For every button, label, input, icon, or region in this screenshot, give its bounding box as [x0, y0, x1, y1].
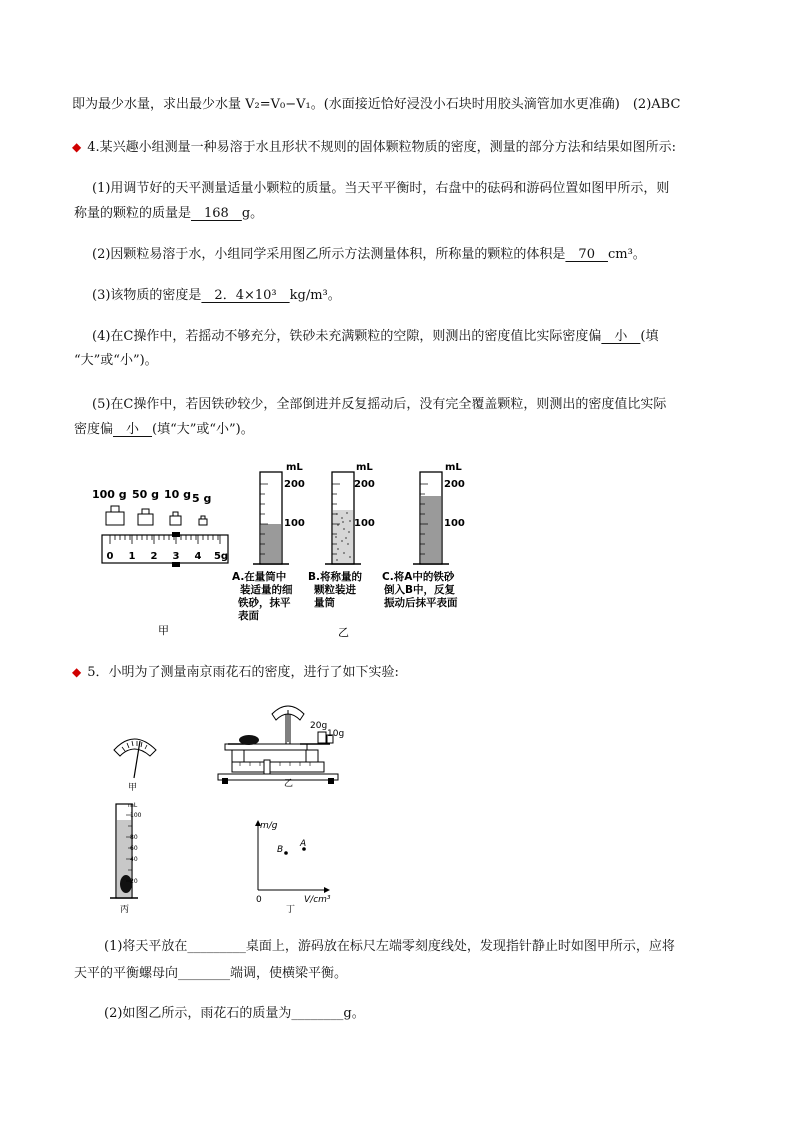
diamond-bullet-icon: ◆: [72, 665, 82, 679]
scale-tick-5g: 5g: [213, 551, 229, 562]
label-20g: 20g: [310, 721, 328, 731]
weight-20g: [318, 732, 326, 743]
point-b: [284, 851, 288, 855]
q4-part5-line1: (5)在C操作中，若因铁砂较少，全部倒进并反复摇动后，没有完全覆盖颗粒，则测出的密度值比实际: [92, 397, 667, 412]
point-b-label: B: [277, 845, 284, 855]
balance-beam: [225, 744, 307, 750]
scale-tick-1: 1: [128, 551, 136, 562]
weight-label-5g: 5 g: [192, 492, 212, 505]
axis-label-m: m/g: [260, 821, 278, 831]
question-5-heading: ◆ 5．小明为了测量南京雨花石的密度，进行了如下实验:: [72, 665, 399, 680]
question-5-figure: [100, 700, 348, 916]
weight-100g: [106, 512, 124, 525]
cyl-a-100: 100: [284, 518, 305, 529]
rider-top: [172, 532, 180, 537]
weight-50g-knob: [142, 509, 149, 514]
cyl-c-100: 100: [444, 518, 465, 529]
caption-b-3: 量筒: [314, 597, 335, 609]
weight-label-100g: 100 g: [92, 488, 127, 501]
balance-rider: [264, 760, 270, 774]
scale-tick-3: 3: [172, 551, 180, 562]
fig5-label-jia: 甲: [128, 783, 138, 793]
caption-a-4: 表面: [238, 610, 259, 622]
q5-part1-line1: (1)将天平放在_________桌面上，游码放在标尺左端零刻度线处，发现指针静止时如图甲所示，应将: [104, 939, 675, 954]
diamond-bullet-icon: ◆: [72, 140, 82, 154]
q5-part1-line2: 天平的平衡螺母向________端调，使横梁平衡。: [74, 966, 348, 981]
axis-label-v: V/cm³: [304, 895, 331, 905]
fig5-label-yi: 乙: [284, 779, 294, 789]
cyl-bing-20: 20: [130, 878, 138, 885]
fig5-label-bing: 丙: [120, 905, 130, 915]
weight-10g-knob: [173, 512, 178, 516]
q5-part2: (2)如图乙所示，雨花石的质量为________g。: [104, 1006, 365, 1021]
question-4-heading: ◆ 4.某兴趣小组测量一种易溶于水且形状不规则的固体颗粒物质的密度，测量的部分方法和结果如图所示:: [72, 140, 677, 155]
weight-label-50g: 50 g: [132, 488, 160, 501]
cyl-bing-80: 80: [130, 834, 138, 841]
cyl-a-200: 200: [284, 479, 305, 490]
balance-base: [218, 774, 338, 780]
iron-sand-fill: [261, 524, 281, 563]
q4-part3: (3)该物质的密度是 2．4×10³ kg/m³。: [92, 288, 341, 303]
cyl-c-unit: mL: [445, 462, 462, 473]
q4-part2: (2)因颗粒易溶于水，小组同学采用图乙所示方法测量体积，所称量的颗粒的体积是 70 cm³。: [92, 247, 646, 262]
answer-blank: 2．4×10³: [201, 288, 290, 303]
answer-blank: 168: [191, 206, 242, 221]
fig5-label-ding: 丁: [286, 905, 296, 915]
label-10g: 10g: [327, 729, 345, 739]
weight-100g-knob: [111, 506, 119, 512]
rain-flower-stone: [239, 735, 259, 745]
caption-a-3: 铁砂，抹平: [238, 597, 291, 609]
origin-label: 0: [256, 895, 262, 905]
rider-bottom: [172, 562, 180, 567]
caption-c-1: C.将A中的铁砂: [382, 571, 455, 583]
caption-c-2: 倒入B中，反复: [384, 584, 456, 596]
continuation-line: 即为最少水量，求出最少水量 V₂=V₀−V₁。(水面接近恰好浸没小石块时用胶头滴管加水更准确) (2)ABC: [72, 97, 681, 112]
answer-blank: 70: [565, 247, 608, 262]
weight-50g: [138, 514, 153, 525]
mixed-fill: [421, 496, 441, 563]
weight-10g: [170, 516, 181, 525]
q4-part4-line2: “大”或“小”)。: [74, 353, 158, 368]
cyl-bing-100: 100: [130, 812, 142, 819]
caption-b-2: 颗粒装进: [314, 584, 356, 596]
q4-part1-line1: (1)用调节好的天平测量适量小颗粒的质量。当天平平衡时，右盘中的砝码和游码位置如图甲所示，则: [92, 181, 670, 196]
cyl-a-unit: mL: [286, 462, 303, 473]
cyl-b-unit: mL: [356, 462, 373, 473]
caption-c-3: 振动后抹平表面: [384, 597, 458, 609]
answer-blank: 小: [113, 422, 153, 437]
cyl-bing-unit: mL: [128, 802, 138, 809]
q4-part5-line2: 密度偏 小 (填“大”或“小”)。: [74, 422, 254, 437]
answer-blank: 小: [601, 329, 641, 344]
scale-tick-0: 0: [106, 551, 114, 562]
cyl-bing-40: 40: [130, 856, 138, 863]
weight-label-10g: 10 g: [164, 488, 192, 501]
balance-yi: [218, 706, 338, 784]
caption-a-1: A.在量筒中: [232, 571, 287, 583]
cyl-b-100: 100: [354, 518, 375, 529]
pointer-dial-jia: [114, 739, 156, 778]
q4-part1-line2: 称量的颗粒的质量是 168 g。: [74, 206, 264, 221]
point-a-label: A: [300, 839, 307, 849]
question-4-figure: [88, 458, 488, 640]
caption-b-1: B.将称量的: [308, 571, 362, 583]
weight-5g: [199, 519, 207, 525]
cyl-c-200: 200: [444, 479, 465, 490]
scale-tick-4: 4: [194, 551, 202, 562]
cyl-bing-60: 60: [130, 845, 138, 852]
scale-tick-2: 2: [150, 551, 158, 562]
tare-scale-bar: [102, 535, 228, 563]
figure-label-jia: 甲: [158, 624, 169, 637]
cyl-b-200: 200: [354, 479, 375, 490]
weight-5g-knob: [201, 516, 205, 519]
figure-label-yi: 乙: [338, 626, 349, 639]
q4-part4-line1: (4)在C操作中，若摇动不够充分，铁砂未充满颗粒的空隙，则测出的密度值比实际密度偏 小 (填: [92, 329, 659, 344]
caption-a-2: 装适量的细: [240, 584, 293, 596]
